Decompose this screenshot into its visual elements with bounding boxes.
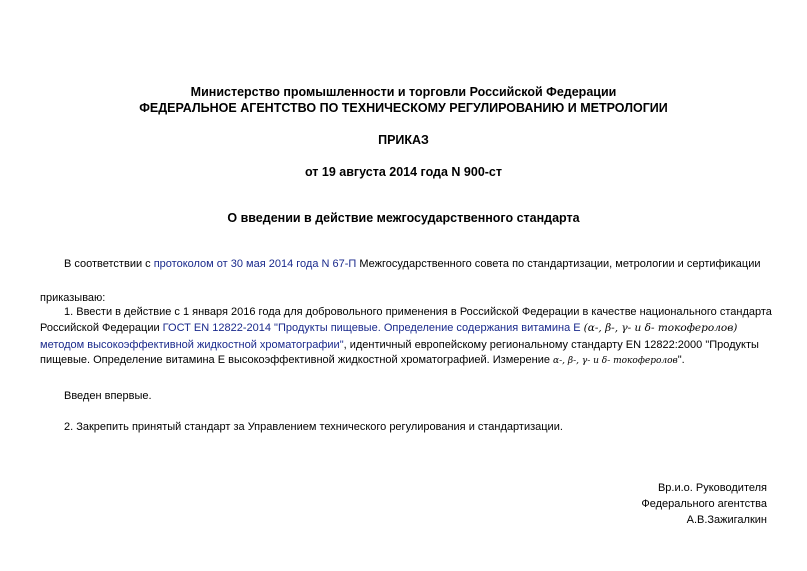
introduced-first: Введен впервые. xyxy=(64,390,152,402)
tocopherol-formula-2: α-, β-, γ- и δ- токоферолов xyxy=(553,356,678,366)
protocol-link[interactable]: протоколом от 30 мая 2014 года N 67-П xyxy=(153,258,357,270)
item1-line1: 1. Ввести в действие с 1 января 2016 года для добровольного применения в Российской Федерации в качестве национального стандарта xyxy=(64,306,772,318)
item1-line4 xyxy=(40,353,685,368)
item1-line2 xyxy=(40,321,737,335)
order-word: приказываю: xyxy=(40,292,106,304)
tocopherol-formula: (α-, β-, γ- и δ- токоферолов) xyxy=(583,322,738,334)
preamble xyxy=(64,257,760,271)
document-type: ПРИКАЗ xyxy=(378,133,429,147)
preamble-before: В соответствии с xyxy=(64,258,154,270)
item1-line2-prefix: Российской Федерации xyxy=(40,322,163,334)
signature-position: Вр.и.о. Руководителя xyxy=(657,482,767,494)
agency-title: ФЕДЕРАЛЬНОЕ АГЕНТСТВО ПО ТЕХНИЧЕСКОМУ РЕГУЛИРОВАНИЮ И МЕТРОЛОГИИ xyxy=(139,101,668,115)
gost-link[interactable]: ГОСТ EN 12822-2014 "Продукты пищевые. Определение содержания витамина Е xyxy=(162,322,581,334)
item1-line4-text: пищевые. Определение витамина Е высокоэффективной жидкостной хроматографией. Измерение xyxy=(40,354,550,366)
signature-name: А.В.Зажигалкин xyxy=(686,514,767,526)
item1-line3 xyxy=(40,338,759,352)
item1-line3-rest: , идентичный европейскому региональному стандарту EN 12822:2000 "Продукты xyxy=(343,339,759,351)
ministry-title: Министерство промышленности и торговли Российской Федерации xyxy=(190,85,617,99)
item1-line4-end: ". xyxy=(677,354,685,366)
preamble-after: Межгосударственного совета по стандартизации, метрологии и сертификации xyxy=(356,258,761,270)
signature-org: Федерального агентства xyxy=(641,498,767,510)
document-date-number: от 19 августа 2014 года N 900-ст xyxy=(304,165,503,179)
item2: 2. Закрепить принятый стандарт за Управлением технического регулирования и стандартизации. xyxy=(64,421,563,433)
document-subject: О введении в действие межгосударственного стандарта xyxy=(227,211,580,225)
gost-link-continued[interactable]: методом высокоэффективной жидкостной хроматографии" xyxy=(40,339,344,351)
